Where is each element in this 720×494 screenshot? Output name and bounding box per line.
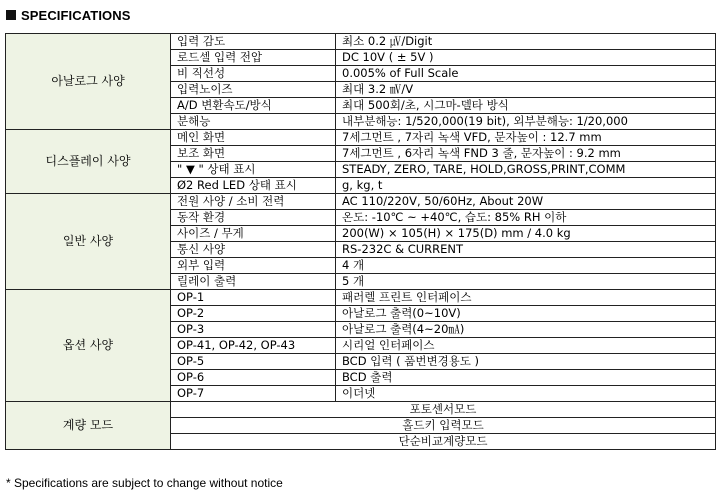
spec-value: AC 110/220V, 50/60Hz, About 20W bbox=[336, 194, 716, 210]
spec-value: 200(W) × 105(H) × 175(D) mm / 4.0 kg bbox=[336, 226, 716, 242]
category-cell: 옵션 사양 bbox=[6, 290, 171, 402]
table-row bbox=[6, 130, 716, 146]
spec-label: 사이즈 / 무게 bbox=[171, 226, 336, 242]
spec-label: A/D 변환속도/방식 bbox=[171, 98, 336, 114]
spec-label: 입력노이즈 bbox=[171, 82, 336, 98]
spec-label: 로드셀 입력 전압 bbox=[171, 50, 336, 66]
spec-label: 입력 감도 bbox=[171, 34, 336, 50]
table-row bbox=[6, 402, 716, 418]
spec-label: 메인 화면 bbox=[171, 130, 336, 146]
spec-label: " ▼ " 상태 표시 bbox=[171, 162, 336, 178]
mode-cell: 단순비교계량모드 bbox=[171, 434, 716, 450]
spec-value: 0.005% of Full Scale bbox=[336, 66, 716, 82]
spec-value: 최대 3.2 ㎷/V bbox=[336, 82, 716, 98]
category-cell: 디스플레이 사양 bbox=[6, 130, 171, 194]
spec-label: 비 직선성 bbox=[171, 66, 336, 82]
table-row bbox=[6, 34, 716, 50]
spec-label: Ø2 Red LED 상태 표시 bbox=[171, 178, 336, 194]
spec-value: 시리얼 인터페이스 bbox=[336, 338, 716, 354]
spec-value: 이더넷 bbox=[336, 386, 716, 402]
spec-value: 최대 500회/초, 시그마-델타 방식 bbox=[336, 98, 716, 114]
table-row bbox=[6, 290, 716, 306]
category-cell: 계량 모드 bbox=[6, 402, 171, 450]
spec-value: RS-232C & CURRENT bbox=[336, 242, 716, 258]
spec-value: 7세그먼트 , 7자리 녹색 VFD, 문자높이 : 12.7 mm bbox=[336, 130, 716, 146]
spec-value: 7세그먼트 , 6자리 녹색 FND 3 줄, 문자높이 : 9.2 mm bbox=[336, 146, 716, 162]
spec-value: DC 10V ( ± 5V ) bbox=[336, 50, 716, 66]
spec-value: 최소 0.2 ㎶/Digit bbox=[336, 34, 716, 50]
spec-value: 온도: -10℃ ~ +40℃, 습도: 85% RH 이하 bbox=[336, 210, 716, 226]
spec-value: g, kg, t bbox=[336, 178, 716, 194]
spec-value: 5 개 bbox=[336, 274, 716, 290]
spec-label: 동작 환경 bbox=[171, 210, 336, 226]
section-title bbox=[6, 6, 131, 24]
spec-label: 통신 사양 bbox=[171, 242, 336, 258]
spec-value: 패러렐 프린트 인터페이스 bbox=[336, 290, 716, 306]
spec-label: OP-41, OP-42, OP-43 bbox=[171, 338, 336, 354]
mode-cell: 포토센서모드 bbox=[171, 402, 716, 418]
spec-label: 분해능 bbox=[171, 114, 336, 130]
spec-value: 4 개 bbox=[336, 258, 716, 274]
category-cell: 일반 사양 bbox=[6, 194, 171, 290]
spec-label: OP-6 bbox=[171, 370, 336, 386]
category-cell: 아날로그 사양 bbox=[6, 34, 171, 130]
spec-value: 아날로그 출력(0~10V) bbox=[336, 306, 716, 322]
footnote: * Specifications are subject to change without notice bbox=[6, 476, 283, 490]
square-bullet-icon bbox=[6, 10, 16, 20]
spec-value: STEADY, ZERO, TARE, HOLD,GROSS,PRINT,COMM bbox=[336, 162, 716, 178]
section-title-text: SPECIFICATIONS bbox=[21, 7, 131, 23]
spec-label: OP-1 bbox=[171, 290, 336, 306]
spec-label: OP-2 bbox=[171, 306, 336, 322]
spec-label: 외부 입력 bbox=[171, 258, 336, 274]
spec-label: 보조 화면 bbox=[171, 146, 336, 162]
spec-value: 아날로그 출력(4~20㎃) bbox=[336, 322, 716, 338]
spec-label: 전원 사양 / 소비 전력 bbox=[171, 194, 336, 210]
spec-value: BCD 입력 ( 품번변경용도 ) bbox=[336, 354, 716, 370]
spec-table-body bbox=[6, 34, 716, 450]
spec-value: BCD 출력 bbox=[336, 370, 716, 386]
spec-label: 릴레이 출력 bbox=[171, 274, 336, 290]
spec-label: OP-5 bbox=[171, 354, 336, 370]
spec-label: OP-3 bbox=[171, 322, 336, 338]
spec-label: OP-7 bbox=[171, 386, 336, 402]
spec-table bbox=[5, 33, 716, 450]
spec-value: 내부분해능: 1/520,000(19 bit), 외부분해능: 1/20,000 bbox=[336, 114, 716, 130]
mode-cell: 홀드키 입력모드 bbox=[171, 418, 716, 434]
table-row bbox=[6, 194, 716, 210]
